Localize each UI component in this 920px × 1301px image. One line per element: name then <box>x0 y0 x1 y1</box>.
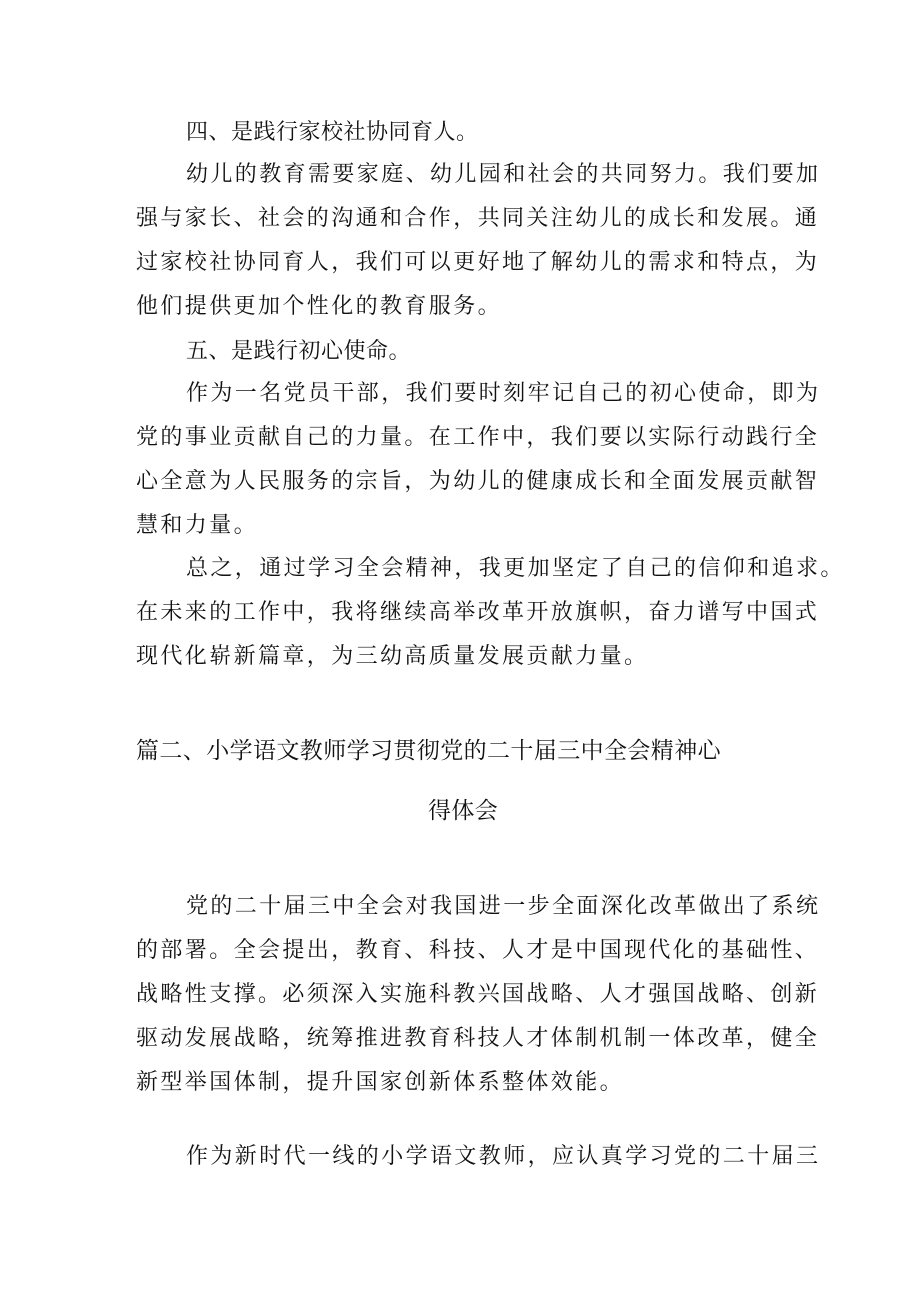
paragraph-line: 党的二十届三中全会对我国进一步全面深化改革做出了系统 <box>186 894 821 919</box>
paragraph-line: 他们提供更加个性化的教育服务。 <box>136 294 503 319</box>
paragraph-line: 作为新时代一线的小学语文教师，应认真学习党的二十届三 <box>186 1144 821 1169</box>
paragraph-line: 强与家长、社会的沟通和合作，共同关注幼儿的成长和发展。通 <box>136 206 820 231</box>
paragraph-line: 幼儿的教育需要家庭、幼儿园和社会的共同努力。我们要加 <box>186 162 821 187</box>
paragraph-line: 现代化崭新篇章，为三幼高质量发展贡献力量。 <box>136 644 649 669</box>
section-heading-4: 四、是践行家校社协同育人。 <box>186 120 479 145</box>
article-title-line-1: 篇二、小学语文教师学习贯彻党的二十届三中全会精神心 <box>136 738 721 764</box>
article-title-line-2: 得体会 <box>428 798 499 824</box>
paragraph-line: 过家校社协同育人，我们可以更好地了解幼儿的需求和特点，为 <box>136 250 820 275</box>
section-heading-5: 五、是践行初心使命。 <box>186 339 412 364</box>
paragraph-line: 慧和力量。 <box>136 513 259 538</box>
paragraph-line: 新型举国体制，提升国家创新体系整体效能。 <box>136 1070 625 1095</box>
paragraph-line: 在未来的工作中，我将继续高举改革开放旗帜，奋力谱写中国式 <box>136 600 820 625</box>
paragraph-line: 党的事业贡献自己的力量。在工作中，我们要以实际行动践行全 <box>136 425 820 450</box>
paragraph-line: 的部署。全会提出，教育、科技、人才是中国现代化的基础性、 <box>136 938 820 963</box>
paragraph-line: 总之，通过学习全会精神，我更加坚定了自己的信仰和追求。 <box>186 556 845 581</box>
paragraph-line: 战略性支撑。必须深入实施科教兴国战略、人才强国战略、创新 <box>136 982 820 1007</box>
paragraph-line: 心全意为人民服务的宗旨，为幼儿的健康成长和全面发展贡献智 <box>136 469 820 494</box>
paragraph-line: 驱动发展战略，统筹推进教育科技人才体制机制一体改革，健全 <box>136 1026 820 1051</box>
paragraph-line: 作为一名党员干部，我们要时刻牢记自己的初心使命，即为 <box>186 381 821 406</box>
